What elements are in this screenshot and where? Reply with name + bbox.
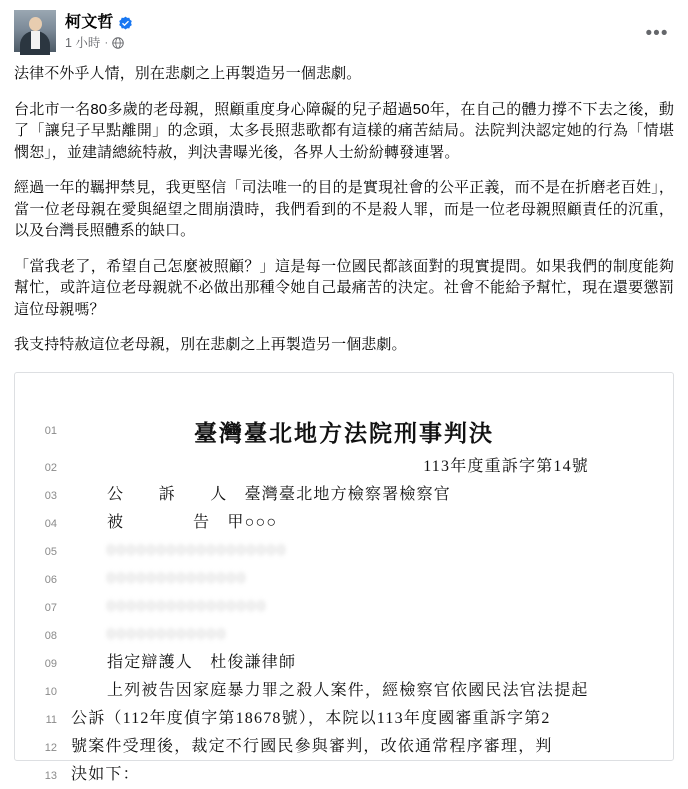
line-number: 06 bbox=[44, 573, 57, 586]
line-number: 01 bbox=[44, 424, 57, 437]
line-number: 02 bbox=[44, 461, 57, 474]
line-text-redacted: 00000000000000 bbox=[107, 569, 247, 587]
line-number: 13 bbox=[44, 769, 57, 782]
document-line bbox=[15, 677, 673, 705]
document-line bbox=[15, 649, 673, 677]
document-line bbox=[15, 481, 673, 509]
line-number: 04 bbox=[44, 517, 57, 530]
line-text: 決如下： bbox=[71, 765, 140, 783]
line-number: 03 bbox=[44, 489, 57, 502]
document-lines bbox=[15, 425, 673, 789]
post-options-menu-button[interactable]: ••• bbox=[642, 18, 672, 48]
line-text: 上列被告因家庭暴力罪之殺人案件，經檢察官依國民法官法提起 bbox=[107, 681, 589, 699]
document-title: 臺灣臺北地方法院刑事判決 bbox=[194, 420, 494, 446]
verified-badge-icon bbox=[118, 16, 133, 31]
meta-separator: · bbox=[104, 37, 109, 49]
post-header bbox=[14, 10, 674, 57]
line-text: 號案件受理後，裁定不行國民參與審判，改依通常程序審理，判 bbox=[71, 737, 553, 755]
document-line bbox=[15, 761, 673, 789]
author-name-row bbox=[65, 13, 133, 33]
document-line bbox=[15, 565, 673, 593]
line-number: 10 bbox=[44, 685, 57, 698]
post-paragraph: 經過一年的羈押禁見，我更堅信「司法唯一的目的是實現社會的公平正義，而不是在折磨老百姓」，當一位老母親在愛與絕望之間崩潰時，我們看到的不是殺人罪，而是一位老母親照顧責任的沉重，以及台灣長照體系的缺口。 bbox=[14, 179, 674, 239]
line-text-redacted: 000000000000000000 bbox=[107, 541, 287, 559]
globe-icon[interactable] bbox=[112, 37, 124, 49]
document-line bbox=[15, 621, 673, 649]
post-meta bbox=[65, 35, 133, 51]
post-timestamp[interactable]: 1 小時 bbox=[65, 36, 101, 50]
line-number: 09 bbox=[44, 657, 57, 670]
line-text: 公訴（112年度偵字第18678號），本院以113年度國審重訴字第2 bbox=[71, 709, 551, 727]
document-line bbox=[15, 705, 673, 733]
line-text-redacted: 0000000000000000 bbox=[107, 597, 267, 615]
line-text: 公 訴 人 臺灣臺北地方檢察署檢察官 bbox=[107, 485, 452, 503]
document-line bbox=[15, 537, 673, 565]
document-line bbox=[15, 593, 673, 621]
avatar-head bbox=[29, 17, 42, 31]
attached-document-image[interactable] bbox=[14, 372, 674, 783]
post-paragraph: 台北市一名80多歲的老母親，照顧重度身心障礙的兒子超過50年，在自己的體力撐不下去之後，動了「讓兒子早點離開」的念頭，太多長照悲歌都有這樣的痛苦結局。法院判決認定她的行為「情堪憫恕」，並建請總統特赦，判決書曝光後，各界人士紛紛轉發連署。 bbox=[14, 100, 674, 161]
author-block bbox=[65, 10, 133, 53]
line-number: 11 bbox=[45, 713, 57, 726]
line-text: 被 告 甲○○○ bbox=[107, 513, 278, 531]
line-text: 指定辯護人 杜俊謙律師 bbox=[107, 653, 297, 671]
line-number: 05 bbox=[44, 545, 57, 558]
post-text bbox=[14, 57, 674, 372]
document-line bbox=[15, 733, 673, 761]
line-text: 113年度重訴字第14號 bbox=[423, 457, 589, 475]
line-number: 12 bbox=[44, 741, 57, 754]
avatar[interactable] bbox=[14, 10, 56, 52]
line-number: 08 bbox=[44, 629, 57, 642]
post-paragraph: 「當我老了，希望自己怎麼被照顧？」這是每一位國民都該面對的現實提問。如果我們的制度能夠幫忙，或許這位老母親就不必做出那種令她自己最痛苦的決定。社會不能給予幫忙，現在還要懲罰這位母親嗎？ bbox=[14, 257, 674, 318]
line-number: 07 bbox=[44, 601, 57, 614]
author-name[interactable]: 柯文哲 bbox=[65, 14, 114, 31]
avatar-shirt bbox=[31, 31, 40, 49]
document-line bbox=[15, 453, 673, 481]
line-text-redacted: 000000000000 bbox=[107, 625, 227, 643]
document-line bbox=[15, 509, 673, 537]
post-paragraph: 法律不外乎人情，別在悲劇之上再製造另一個悲劇。 bbox=[14, 65, 362, 82]
post-paragraph: 我支持特赦這位老母親，別在悲劇之上再製造另一個悲劇。 bbox=[14, 336, 407, 353]
